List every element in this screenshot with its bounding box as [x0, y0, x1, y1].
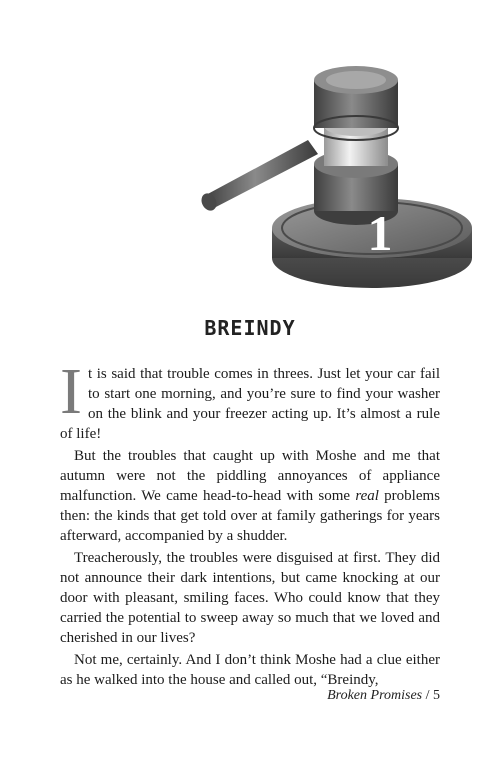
paragraph-4: Not me, certainly. And I don’t think Moshe had a clue either as he walked into the house and called out, “Breindy, — [60, 652, 440, 688]
paragraph-1: It is said that trouble comes in threes. Just let your car fail to start one morning, and you’re sure to find your washer on the blink and your freezer acting up. It’s almost a rule of life! — [60, 355, 440, 442]
gavel-icon — [196, 36, 472, 292]
page-footer — [327, 688, 440, 704]
body-text — [60, 355, 440, 692]
gavel-head — [314, 66, 398, 225]
chapter-title: BREINDY — [204, 316, 296, 340]
gavel-illustration — [196, 36, 472, 292]
page-number: 5 — [433, 688, 440, 703]
paragraph-3: Treacherously, the troubles were disguised at first. They did not announce their dark intentions, but came knocking at our door with pleasant, smiling faces. Who could know that they carried the potential to sweep away so much that we loved and cherished in our lives? — [60, 550, 440, 646]
chapter-number: 1 — [367, 205, 393, 261]
book-title: Broken Promises — [327, 688, 423, 703]
gavel-handle — [204, 140, 318, 208]
paragraph-2: But the troubles that caught up with Moshe and me that autumn were not the piddling annoyances of appliance malfunction. We came head-to-head with some real problems then: the kinds that get told over at family gatherings for years afterward, accompanied by a shudder. — [60, 448, 440, 544]
footer-separator: / — [425, 688, 430, 703]
drop-cap: I — [60, 355, 82, 428]
